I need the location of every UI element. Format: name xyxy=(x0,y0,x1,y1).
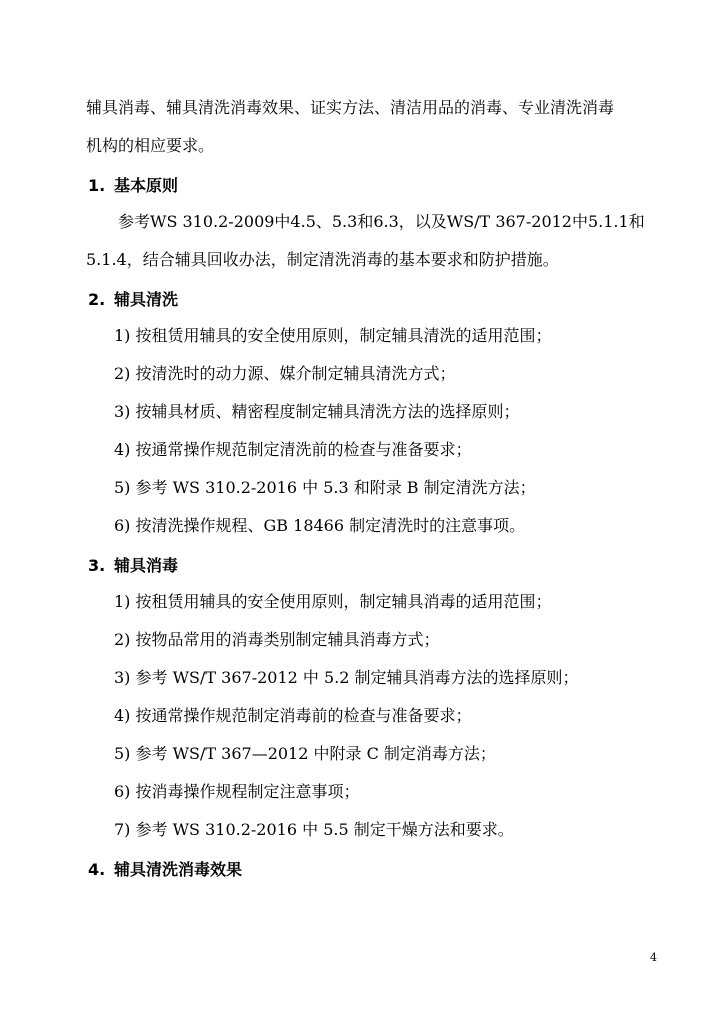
list-item: 3) 参考 WS/T 367-2012 中 5.2 制定辅具消毒方法的选择原则； xyxy=(114,668,579,687)
section-number: 3. xyxy=(88,556,106,575)
section-title: 辅具清洗消毒效果 xyxy=(114,860,243,879)
list-item: 5) 参考 WS/T 367—2012 中附录 C 制定消毒方法； xyxy=(114,744,496,763)
section-3-heading xyxy=(88,556,178,576)
section-2-heading xyxy=(88,290,178,310)
section-1-para-line-2: 5.1.4，结合辅具回收办法，制定清洗消毒的基本要求和防护措施。 xyxy=(86,250,559,269)
section-number: 1. xyxy=(88,176,106,195)
section-title: 辅具消毒 xyxy=(114,556,179,575)
intro-line-2: 机构的相应要求。 xyxy=(86,136,215,155)
section-4-heading xyxy=(88,860,242,880)
list-item: 1) 按租赁用辅具的安全使用原则，制定辅具清洗的适用范围； xyxy=(114,326,552,345)
section-1-para-line-1: 参考WS 310.2-2009中4.5、5.3和6.3，以及WS/T 367-2012中5.1.1和 xyxy=(118,212,645,231)
list-item: 5) 参考 WS 310.2-2016 中 5.3 和附录 B 制定清洗方法； xyxy=(114,478,536,497)
list-item: 7) 参考 WS 310.2-2016 中 5.5 制定干燥方法和要求。 xyxy=(114,820,514,839)
page-number: 4 xyxy=(650,951,657,964)
section-number: 2. xyxy=(88,290,106,309)
section-title: 辅具清洗 xyxy=(114,290,179,309)
list-item: 4) 按通常操作规范制定消毒前的检查与准备要求； xyxy=(114,706,472,725)
section-title: 基本原则 xyxy=(114,176,179,195)
list-item: 6) 按清洗操作规程、GB 18466 制定清洗时的注意事项。 xyxy=(114,516,526,535)
intro-line-1: 辅具消毒、辅具清洗消毒效果、证实方法、清洁用品的消毒、专业清洗消毒 xyxy=(86,98,615,117)
section-number: 4. xyxy=(88,860,106,879)
list-item: 3) 按辅具材质、精密程度制定辅具清洗方法的选择原则； xyxy=(114,402,520,421)
list-item: 6) 按消毒操作规程制定注意事项； xyxy=(114,782,360,801)
list-item: 2) 按清洗时的动力源、媒介制定辅具清洗方式； xyxy=(114,364,456,383)
list-item: 4) 按通常操作规范制定清洗前的检查与准备要求； xyxy=(114,440,472,459)
list-item: 2) 按物品常用的消毒类别制定辅具消毒方式； xyxy=(114,630,440,649)
section-1-heading xyxy=(88,176,178,196)
list-item: 1) 按租赁用辅具的安全使用原则，制定辅具消毒的适用范围； xyxy=(114,592,552,611)
